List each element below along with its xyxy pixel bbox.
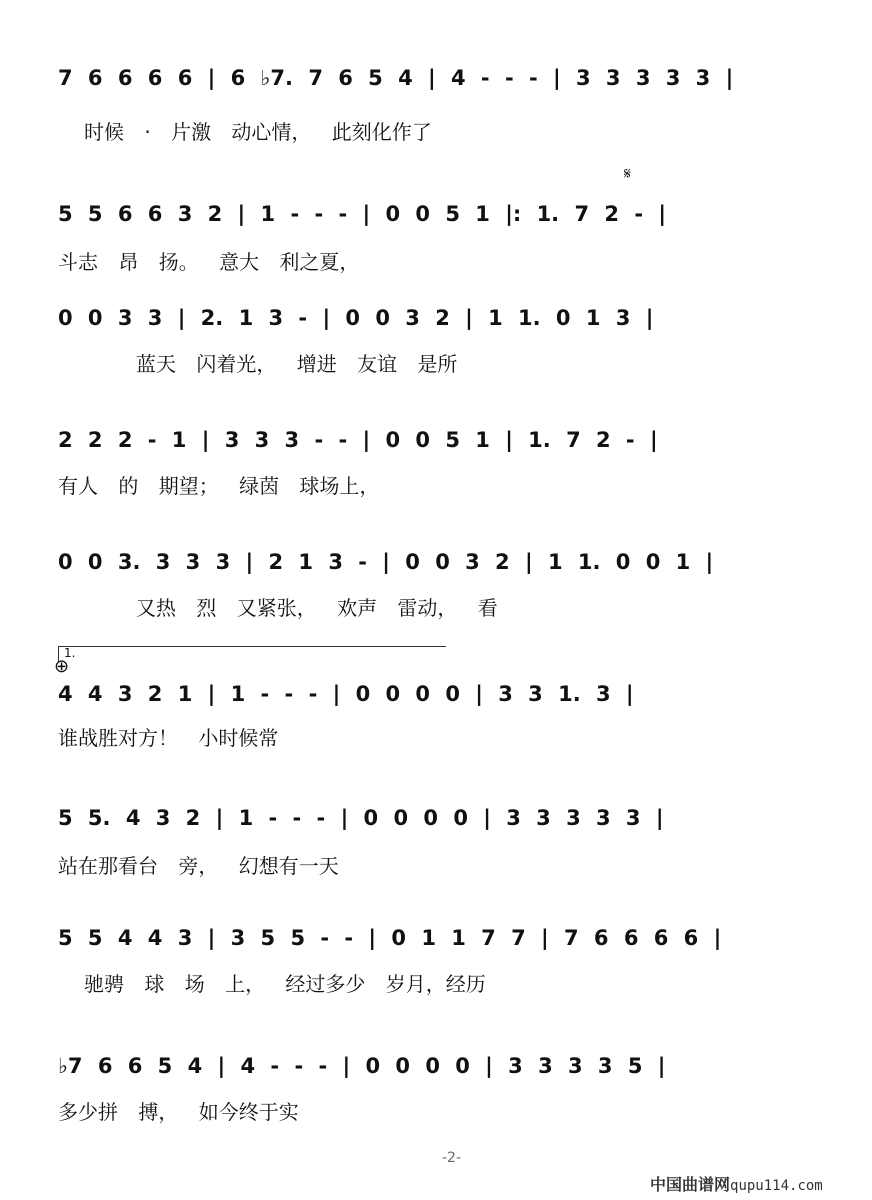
notation-text: 0 0 3 3 | 2. 1 3 - | 0 0 3 2 | 1 1. 0 1 3 | xyxy=(58,306,654,330)
lyric-row xyxy=(0,116,872,150)
watermark-brand: 中国曲谱网 xyxy=(650,1175,731,1194)
staff-system-9 xyxy=(0,1022,872,1132)
staff-system-2 xyxy=(0,158,872,274)
lyric-row xyxy=(0,968,872,1002)
volta-label: 1. xyxy=(64,646,76,660)
staff-system-7 xyxy=(0,790,872,900)
staff-system-6 xyxy=(0,642,872,752)
notation-row xyxy=(0,292,872,352)
segno-marker: 𝄋 xyxy=(624,164,631,183)
lyric-row xyxy=(0,592,872,626)
staff-system-1 xyxy=(0,48,872,158)
notation-text: ♭7 6 6 5 4 | 4 - - - | 0 0 0 0 | 3 3 3 3 5 | xyxy=(58,1054,666,1078)
notation-row xyxy=(0,408,872,468)
lyric-text: 时候 · 片激 动心情， 此刻化作了 xyxy=(84,120,432,144)
lyric-row xyxy=(0,470,872,504)
staff-system-8 xyxy=(0,906,872,1016)
lyric-text: 蓝天 闪着光， 增进 友谊 是所 xyxy=(136,352,458,376)
notation-row xyxy=(0,790,872,850)
notation-text: 5 5 6 6 3 2 | 1 - - - | 0 0 5 1 |: 1. 7 2 - | xyxy=(58,202,667,226)
lyric-row xyxy=(0,1096,872,1130)
coda-marker: ⊕ xyxy=(54,656,70,677)
lyric-row xyxy=(0,246,872,280)
notation-text: 5 5. 4 3 2 | 1 - - - | 0 0 0 0 | 3 3 3 3 3 | xyxy=(58,806,664,830)
notation-row xyxy=(0,1022,872,1082)
lyric-text: 有人 的 期望； 绿茵 球场上， xyxy=(58,474,380,498)
lyric-row xyxy=(0,348,872,382)
notation-text: 4 4 3 2 1 | 1 - - - | 0 0 0 0 | 3 3 1. 3 | xyxy=(58,682,634,706)
notation-row xyxy=(0,642,872,706)
lyric-text: 又热 烈 又紧张， 欢声 雷动， 看 xyxy=(136,596,498,620)
lyric-text: 多少拼 搏， 如今终于实 xyxy=(58,1100,299,1124)
watermark-url: qupu114.com xyxy=(730,1178,823,1194)
watermark xyxy=(650,1172,823,1195)
notation-text: 0 0 3. 3 3 3 | 2 1 3 - | 0 0 3 2 | 1 1. 0 0 1 | xyxy=(58,550,714,574)
staff-system-4 xyxy=(0,408,872,518)
lyric-row xyxy=(0,722,872,756)
lyric-text: 驰骋 球 场 上， 经过多少 岁月，经历 xyxy=(84,972,486,996)
staff-system-5 xyxy=(0,528,872,638)
notation-text: 7 6 6 6 6 | 6 ♭7. 7 6 5 4 | 4 - - - | 3 3 3 3 3 | xyxy=(58,66,734,90)
notation-text: 5 5 4 4 3 | 3 5 5 - - | 0 1 1 7 7 | 7 6 6 6 6 | xyxy=(58,926,722,950)
page-number: -2- xyxy=(442,1150,462,1166)
staff-system-3 xyxy=(0,292,872,402)
notation-text: 2 2 2 - 1 | 3 3 3 - - | 0 0 5 1 | 1. 7 2 - | xyxy=(58,428,658,452)
notation-row xyxy=(0,48,872,108)
notation-row xyxy=(0,158,872,226)
notation-row xyxy=(0,906,872,966)
lyric-text: 站在那看台 旁， 幻想有一天 xyxy=(58,854,339,878)
notation-row xyxy=(0,528,872,588)
lyric-text: 谁战胜对方！ 小时候常 xyxy=(58,726,279,750)
lyric-text: 斗志 昂 扬。 意大 利之夏， xyxy=(58,250,360,274)
lyric-row xyxy=(0,850,872,884)
